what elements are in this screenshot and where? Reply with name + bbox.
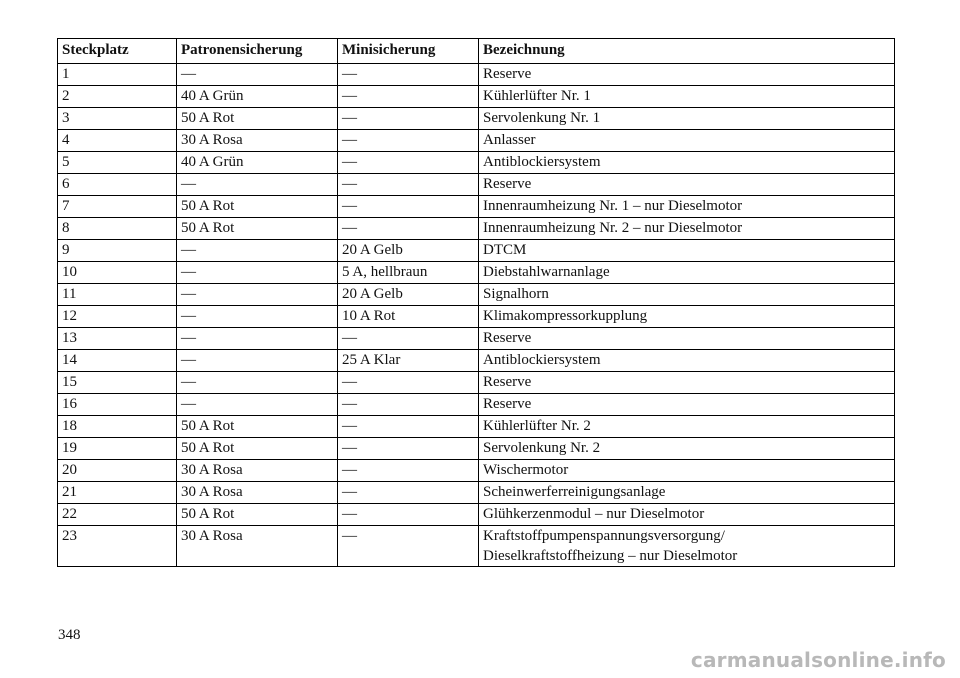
cell-patronensicherung: — <box>177 240 338 262</box>
cell-minisicherung: — <box>338 196 479 218</box>
cell-minisicherung: — <box>338 526 479 567</box>
cell-bezeichnung: Anlasser <box>479 130 895 152</box>
cell-patronensicherung: 50 A Rot <box>177 416 338 438</box>
cell-bezeichnung: Reserve <box>479 174 895 196</box>
cell-bezeichnung: Diebstahlwarnanlage <box>479 262 895 284</box>
cell-patronensicherung: 40 A Grün <box>177 152 338 174</box>
cell-bezeichnung: Antiblockiersystem <box>479 152 895 174</box>
cell-steckplatz: 1 <box>58 64 177 86</box>
cell-bezeichnung: Servolenkung Nr. 2 <box>479 438 895 460</box>
cell-patronensicherung: 30 A Rosa <box>177 482 338 504</box>
cell-bezeichnung: Innenraumheizung Nr. 1 – nur Dieselmotor <box>479 196 895 218</box>
cell-minisicherung: — <box>338 460 479 482</box>
cell-patronensicherung: — <box>177 284 338 306</box>
cell-steckplatz: 20 <box>58 460 177 482</box>
cell-steckplatz: 15 <box>58 372 177 394</box>
cell-patronensicherung: — <box>177 306 338 328</box>
header-bezeichnung: Bezeichnung <box>479 39 895 64</box>
cell-bezeichnung: Glühkerzenmodul – nur Dieselmotor <box>479 504 895 526</box>
table-row <box>58 438 895 460</box>
cell-minisicherung: — <box>338 438 479 460</box>
header-minisicherung: Minisicherung <box>338 39 479 64</box>
cell-steckplatz: 2 <box>58 86 177 108</box>
cell-minisicherung: — <box>338 328 479 350</box>
cell-bezeichnung: Reserve <box>479 372 895 394</box>
cell-steckplatz: 7 <box>58 196 177 218</box>
table-row <box>58 130 895 152</box>
cell-bezeichnung: Servolenkung Nr. 1 <box>479 108 895 130</box>
cell-patronensicherung: 50 A Rot <box>177 108 338 130</box>
cell-bezeichnung: Kühlerlüfter Nr. 1 <box>479 86 895 108</box>
table-row <box>58 482 895 504</box>
cell-minisicherung: 20 A Gelb <box>338 240 479 262</box>
cell-steckplatz: 23 <box>58 526 177 567</box>
cell-patronensicherung: 50 A Rot <box>177 438 338 460</box>
table-row <box>58 262 895 284</box>
cell-minisicherung: 5 A, hellbraun <box>338 262 479 284</box>
cell-bezeichnung: Klimakompressorkupplung <box>479 306 895 328</box>
table-row <box>58 108 895 130</box>
cell-minisicherung: — <box>338 174 479 196</box>
table-row <box>58 284 895 306</box>
table-row <box>58 460 895 482</box>
cell-minisicherung: 20 A Gelb <box>338 284 479 306</box>
table-row <box>58 504 895 526</box>
table-row <box>58 196 895 218</box>
cell-steckplatz: 9 <box>58 240 177 262</box>
cell-minisicherung: — <box>338 130 479 152</box>
table-row <box>58 240 895 262</box>
cell-steckplatz: 18 <box>58 416 177 438</box>
table-row <box>58 86 895 108</box>
table-row <box>58 64 895 86</box>
cell-steckplatz: 11 <box>58 284 177 306</box>
cell-bezeichnung: Reserve <box>479 328 895 350</box>
table-row <box>58 350 895 372</box>
cell-patronensicherung: — <box>177 262 338 284</box>
cell-bezeichnung: Reserve <box>479 394 895 416</box>
page-number: 348 <box>58 627 81 643</box>
cell-bezeichnung: Signalhorn <box>479 284 895 306</box>
table-row <box>58 526 895 567</box>
cell-minisicherung: 25 A Klar <box>338 350 479 372</box>
cell-minisicherung: — <box>338 108 479 130</box>
cell-patronensicherung: — <box>177 350 338 372</box>
cell-patronensicherung: 50 A Rot <box>177 504 338 526</box>
table-row <box>58 174 895 196</box>
cell-bezeichnung: Wischermotor <box>479 460 895 482</box>
cell-patronensicherung: 30 A Rosa <box>177 130 338 152</box>
cell-steckplatz: 14 <box>58 350 177 372</box>
cell-bezeichnung: Reserve <box>479 64 895 86</box>
cell-minisicherung: — <box>338 218 479 240</box>
cell-steckplatz: 8 <box>58 218 177 240</box>
cell-steckplatz: 22 <box>58 504 177 526</box>
cell-bezeichnung: Kraftstoffpumpenspannungsversorgung/ Dieselkraftstoffheizung – nur Dieselmotor <box>479 526 895 567</box>
cell-patronensicherung: — <box>177 174 338 196</box>
cell-bezeichnung: Innenraumheizung Nr. 2 – nur Dieselmotor <box>479 218 895 240</box>
cell-minisicherung: — <box>338 416 479 438</box>
cell-patronensicherung: 50 A Rot <box>177 218 338 240</box>
cell-steckplatz: 5 <box>58 152 177 174</box>
watermark: carmanualsonline.info <box>690 648 946 672</box>
cell-steckplatz: 21 <box>58 482 177 504</box>
cell-minisicherung: — <box>338 482 479 504</box>
cell-bezeichnung: DTCM <box>479 240 895 262</box>
cell-minisicherung: — <box>338 504 479 526</box>
cell-steckplatz: 12 <box>58 306 177 328</box>
table-row <box>58 306 895 328</box>
cell-bezeichnung: Antiblockiersystem <box>479 350 895 372</box>
cell-patronensicherung: — <box>177 372 338 394</box>
table-row <box>58 328 895 350</box>
cell-minisicherung: 10 A Rot <box>338 306 479 328</box>
cell-minisicherung: — <box>338 372 479 394</box>
cell-steckplatz: 13 <box>58 328 177 350</box>
table-body <box>58 64 895 567</box>
cell-minisicherung: — <box>338 394 479 416</box>
cell-patronensicherung: 40 A Grün <box>177 86 338 108</box>
cell-minisicherung: — <box>338 64 479 86</box>
cell-minisicherung: — <box>338 86 479 108</box>
cell-steckplatz: 3 <box>58 108 177 130</box>
cell-bezeichnung: Scheinwerferreinigungsanlage <box>479 482 895 504</box>
cell-steckplatz: 4 <box>58 130 177 152</box>
table-row <box>58 394 895 416</box>
table-row <box>58 218 895 240</box>
cell-patronensicherung: 30 A Rosa <box>177 526 338 567</box>
cell-steckplatz: 19 <box>58 438 177 460</box>
table-row <box>58 152 895 174</box>
cell-patronensicherung: 50 A Rot <box>177 196 338 218</box>
cell-patronensicherung: — <box>177 64 338 86</box>
table-row <box>58 416 895 438</box>
table-header-row <box>58 39 895 64</box>
cell-patronensicherung: — <box>177 394 338 416</box>
cell-minisicherung: — <box>338 152 479 174</box>
header-patronensicherung: Patronensicherung <box>177 39 338 64</box>
fuse-table <box>57 38 895 567</box>
header-steckplatz: Steckplatz <box>58 39 177 64</box>
cell-steckplatz: 10 <box>58 262 177 284</box>
cell-patronensicherung: 30 A Rosa <box>177 460 338 482</box>
cell-steckplatz: 6 <box>58 174 177 196</box>
table-row <box>58 372 895 394</box>
cell-steckplatz: 16 <box>58 394 177 416</box>
cell-patronensicherung: — <box>177 328 338 350</box>
cell-bezeichnung: Kühlerlüfter Nr. 2 <box>479 416 895 438</box>
